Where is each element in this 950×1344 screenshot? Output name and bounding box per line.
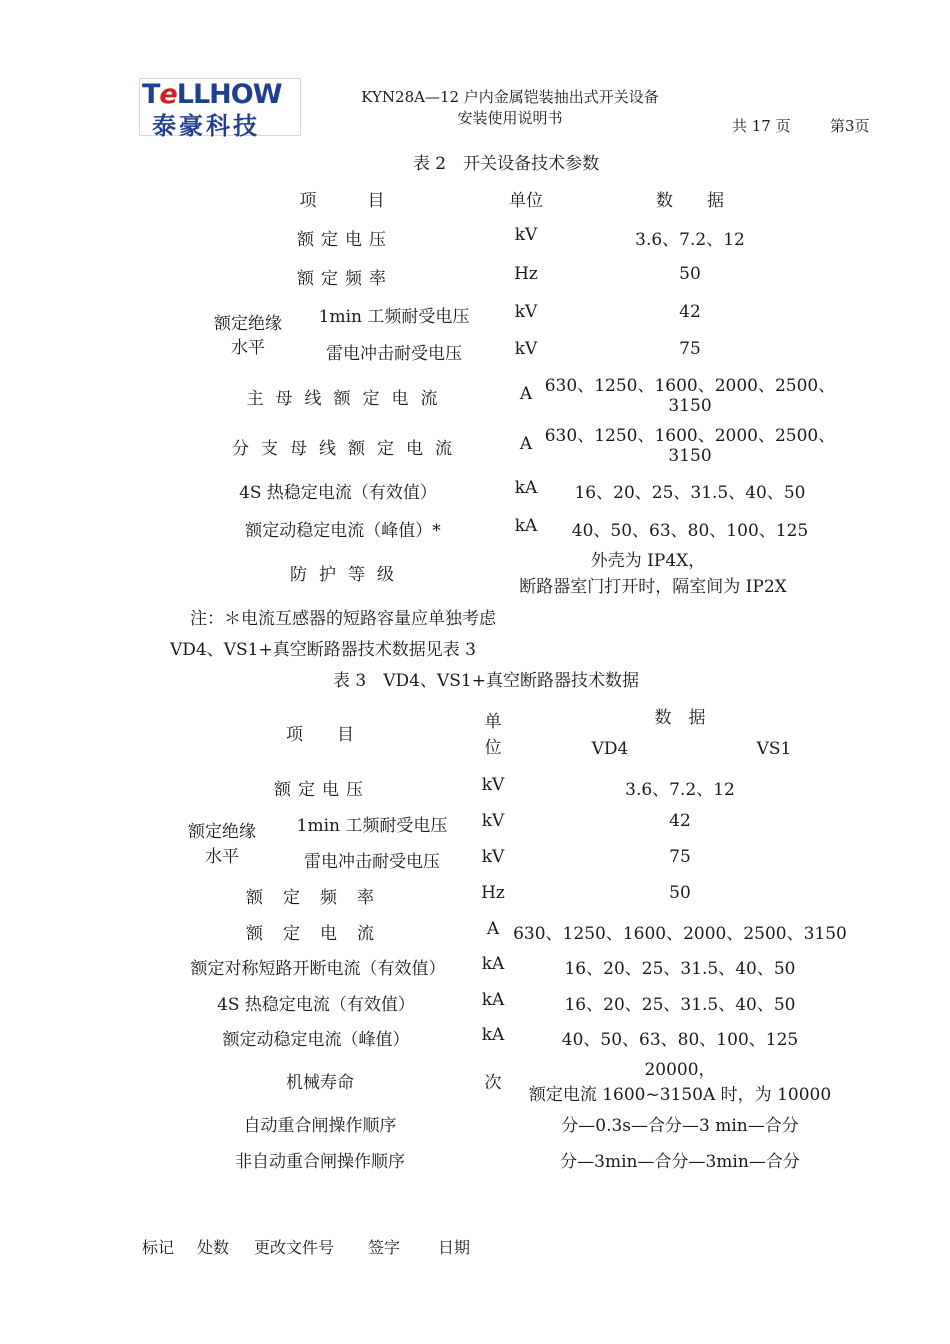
table3-row-value: 分—0.3s—合分—3 min—合分 [561, 1116, 799, 1136]
table2-row-value: 42 [679, 302, 701, 322]
table3-row-value: 42 [669, 811, 691, 831]
table3-header-unit-2: 位 [484, 738, 502, 758]
company-logo [139, 78, 301, 140]
table3-group-label: 额定绝缘 [188, 822, 256, 842]
table3-row-item: 额定对称短路开断电流（有效值） [190, 959, 446, 979]
table2-row-item: 1min 工频耐受电压 [318, 307, 470, 327]
table3-row-value: 3.6、7.2、12 [625, 780, 735, 800]
table3-row-item: 非自动重合闸操作顺序 [235, 1152, 405, 1172]
table2-header-unit: 单位 [509, 191, 543, 211]
table2-row-item: 额定电压 [297, 230, 393, 250]
table3-row-unit: A [486, 919, 500, 939]
table2-row-unit: A [519, 434, 533, 454]
table3-row-unit: kV [481, 847, 505, 867]
table2-row-item: 额定动稳定电流（峰值）* [245, 521, 441, 541]
table2-row-unit: kA [514, 516, 538, 536]
table3-row-unit: 次 [484, 1073, 502, 1093]
logo-chinese: 泰豪科技 [152, 112, 260, 140]
table3-row-item: 自动重合闸操作顺序 [243, 1116, 397, 1136]
table3-row-value: 40、50、63、80、100、125 [561, 1030, 799, 1050]
table2-title: 表 2 开关设备技术参数 [412, 154, 600, 174]
doc-subtitle: 安装使用说明书 [457, 109, 563, 127]
table3-row-item: 额定频率 [246, 888, 394, 908]
table2-row-unit: kA [514, 478, 538, 498]
table2-row-value: 75 [679, 339, 701, 359]
table3-group-label-2: 水平 [205, 847, 239, 867]
table3-title: 表 3 VD4、VS1+真空断路器技术数据 [333, 671, 639, 691]
table3-row-item: 机械寿命 [286, 1073, 354, 1093]
footer-mark: 标记 [142, 1238, 175, 1257]
table2-row-value: 40、50、63、80、100、125 [571, 521, 809, 541]
table3-header-vs1: VS1 [756, 739, 792, 759]
footer-date: 日期 [438, 1238, 471, 1257]
table2-note: 注：＊电流互感器的短路容量应单独考虑 [190, 609, 496, 629]
table2-row-value: 16、20、25、31.5、40、50 [574, 483, 806, 503]
table2-group-label: 额定绝缘 [214, 314, 282, 334]
table2-row-value-2: 3150 [668, 446, 712, 466]
table3-row-value: 75 [669, 847, 691, 867]
footer-sign: 签字 [368, 1238, 401, 1257]
table2-row-item: 4S 热稳定电流（有效值） [239, 483, 437, 503]
table3-header-unit: 单 [484, 712, 502, 732]
table3-row-unit: kV [481, 775, 505, 795]
table2-row-value-2: 断路器室门打开时，隔室间为 IP2X [519, 577, 787, 597]
table3-row-item: 雷电冲击耐受电压 [304, 852, 440, 872]
doc-title: KYN28A—12 户内金属铠装抽出式开关设备 [361, 88, 659, 106]
table2-row-item: 雷电冲击耐受电压 [326, 344, 462, 364]
table2-row-item: 额定频率 [297, 269, 393, 289]
table3-row-unit: Hz [481, 883, 505, 903]
table3-row-value: 16、20、25、31.5、40、50 [564, 995, 796, 1015]
table3-header-data: 数 据 [654, 708, 706, 728]
footer-count: 处数 [197, 1238, 230, 1257]
table3-row-item: 额定电压 [274, 780, 370, 800]
table2-after-text: VD4、VS1+真空断路器技术数据见表 3 [170, 640, 476, 660]
table3-row-value: 16、20、25、31.5、40、50 [564, 959, 796, 979]
page-number: 第3页 [830, 117, 870, 135]
table2-row-value: 50 [679, 264, 701, 284]
table2-row-unit: Hz [514, 264, 538, 284]
table3-row-item: 额定动稳定电流（峰值） [222, 1030, 410, 1050]
table3-row-item: 额定电流 [246, 924, 394, 944]
table2-row-value: 630、1250、1600、2000、2500、 [544, 426, 836, 446]
table2-row-value: 外壳为 IP4X， [590, 551, 706, 571]
table3-row-value-2: 额定电流 1600~3150A 时，为 10000 [528, 1085, 832, 1105]
table2-row-value: 630、1250、1600、2000、2500、 [544, 376, 836, 396]
table3-row-unit: kA [481, 1025, 505, 1045]
footer-change-doc: 更改文件号 [254, 1238, 335, 1257]
table3-row-item: 1min 工频耐受电压 [296, 816, 448, 836]
table2-row-value: 3.6、7.2、12 [635, 230, 745, 250]
logo-english: TeLLHOW [142, 79, 282, 110]
table3-row-value: 20000， [644, 1060, 716, 1080]
table3-row-unit: kA [481, 990, 505, 1010]
table3-row-value: 50 [669, 883, 691, 903]
table2-row-unit: kV [514, 225, 538, 245]
table2-row-item: 主母线额定电流 [246, 389, 450, 409]
table3-row-value: 630、1250、1600、2000、2500、3150 [513, 924, 847, 944]
table2-row-unit: kV [514, 339, 538, 359]
table2-row-item: 防护等级 [290, 565, 406, 585]
table2-header-item: 项 目 [299, 191, 385, 211]
table2-row-unit: A [519, 384, 533, 404]
table3-row-item: 4S 热稳定电流（有效值） [217, 995, 415, 1015]
table3-header-vd4: VD4 [591, 739, 629, 759]
table3-row-value: 分—3min—合分—3min—合分 [560, 1152, 800, 1172]
table2-header-data: 数 据 [656, 191, 724, 211]
table2-row-item: 分支母线额定电流 [232, 439, 464, 459]
total-pages: 共 17 页 [732, 117, 791, 135]
table2-group-label-2: 水平 [231, 338, 265, 358]
table3-header-item: 项 目 [286, 725, 354, 745]
table3-row-unit: kV [481, 811, 505, 831]
table2-row-unit: kV [514, 302, 538, 322]
table3-row-unit: kA [481, 954, 505, 974]
table2-row-value-2: 3150 [668, 396, 712, 416]
